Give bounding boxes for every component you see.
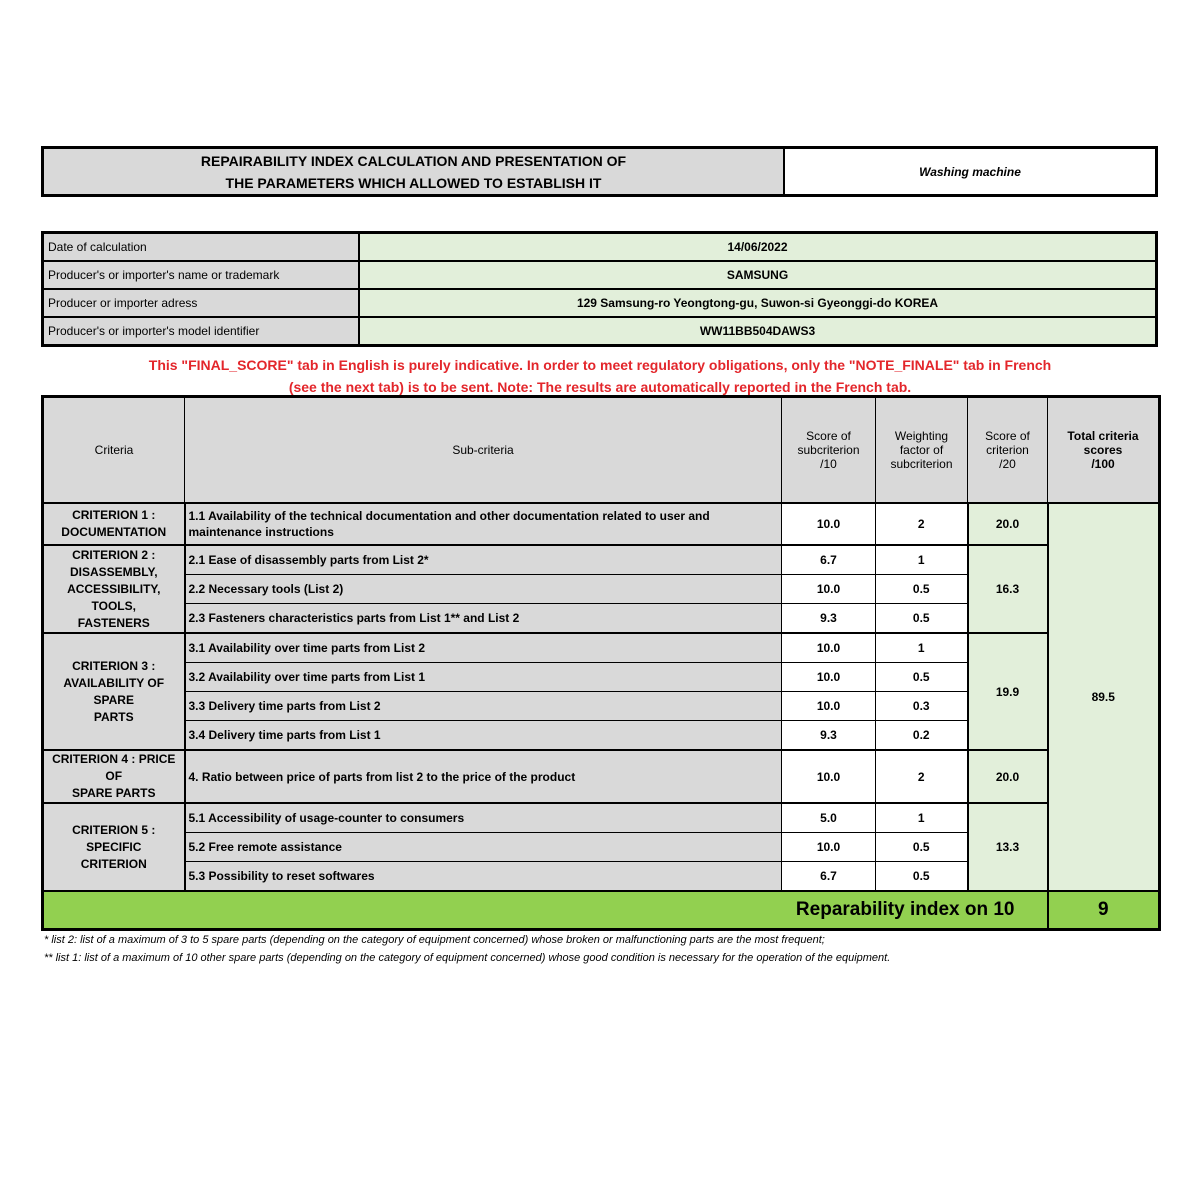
- subcriterion-label: 2.2 Necessary tools (List 2): [185, 575, 782, 604]
- subcriterion-weight: 2: [876, 503, 968, 545]
- info-row: [43, 317, 1157, 346]
- table-row: [43, 633, 1160, 663]
- subcriterion-label: 1.1 Availability of the technical documentation and other documentation related to user and maintenance instructions: [185, 503, 782, 545]
- subcriterion-weight: 0.5: [876, 575, 968, 604]
- table-row: [43, 750, 1160, 803]
- criteria-table: [41, 395, 1161, 931]
- table-row: [43, 503, 1160, 545]
- subcriterion-score: 10.0: [782, 663, 876, 692]
- subcriterion-score: 5.0: [782, 803, 876, 833]
- criterion-4-name: CRITERION 4 : PRICE OF SPARE PARTS: [43, 750, 185, 803]
- subcriterion-label: 4. Ratio between price of parts from list 2 to the price of the product: [185, 750, 782, 803]
- subcriterion-weight: 1: [876, 803, 968, 833]
- subcriterion-label: 5.1 Accessibility of usage-counter to consumers: [185, 803, 782, 833]
- subcriterion-score: 10.0: [782, 575, 876, 604]
- weighting-header: Weighting factor of subcriterion: [876, 397, 968, 504]
- total-score-header: Total criteria scores /100: [1048, 397, 1160, 504]
- subcriterion-weight: 0.5: [876, 604, 968, 634]
- criterion-5-name: CRITERION 5 : SPECIFIC CRITERION: [43, 803, 185, 891]
- info-row: [43, 289, 1157, 317]
- subcriterion-score: 10.0: [782, 503, 876, 545]
- subcriterion-label: 3.2 Availability over time parts from List 1: [185, 663, 782, 692]
- criterion-3-score: 19.9: [968, 633, 1048, 750]
- subcriterion-weight: 1: [876, 633, 968, 663]
- title-line-1: REPAIRABILITY INDEX CALCULATION AND PRESENTATION OF: [200, 152, 627, 169]
- subcriterion-label: 2.3 Fasteners characteristics parts from List 1** and List 2: [185, 604, 782, 634]
- title-line-2: THE PARAMETERS WHICH ALLOWED TO ESTABLISH IT: [225, 174, 602, 191]
- subcriterion-score: 9.3: [782, 604, 876, 634]
- subcriterion-weight: 0.2: [876, 721, 968, 751]
- subcriteria-header: Sub-criteria: [185, 397, 782, 504]
- subcriterion-score: 6.7: [782, 862, 876, 892]
- subcriterion-label: 3.3 Delivery time parts from List 2: [185, 692, 782, 721]
- title-block: [41, 146, 1158, 197]
- criterion-1-name: CRITERION 1 : DOCUMENTATION: [43, 503, 185, 545]
- subcriterion-weight: 0.5: [876, 862, 968, 892]
- table-row: [43, 545, 1160, 575]
- product-type: Washing machine: [919, 164, 1021, 179]
- criterion-2-score: 16.3: [968, 545, 1048, 633]
- info-value: WW11BB504DAWS3: [359, 317, 1157, 346]
- criterion-1-score: 20.0: [968, 503, 1048, 545]
- info-value: SAMSUNG: [359, 261, 1157, 289]
- warning-line-2: (see the next tab) is to be sent. Note: The results are automatically reported in the French tab.: [288, 379, 912, 395]
- table-row: [43, 803, 1160, 833]
- subcriterion-score-header: Score of subcriterion /10: [782, 397, 876, 504]
- subcriterion-label: 5.3 Possibility to reset softwares: [185, 862, 782, 892]
- info-label: Producer's or importer's name or trademark: [43, 261, 360, 289]
- subcriterion-weight: 0.5: [876, 663, 968, 692]
- criterion-3-name: CRITERION 3 : AVAILABILITY OF SPARE PARTS: [43, 633, 185, 750]
- total-criteria-score: 89.5: [1048, 503, 1160, 891]
- info-label: Producer or importer adress: [43, 289, 360, 317]
- criteria-header: Criteria: [43, 397, 185, 504]
- subcriterion-weight: 0.5: [876, 833, 968, 862]
- criterion-5-score: 13.3: [968, 803, 1048, 891]
- subcriterion-label: 3.4 Delivery time parts from List 1: [185, 721, 782, 751]
- producer-info-table: [41, 231, 1158, 347]
- header-row: [43, 397, 1160, 504]
- reparability-index-label: Reparability index on 10: [43, 891, 1048, 930]
- subcriterion-score: 10.0: [782, 750, 876, 803]
- info-row: [43, 233, 1157, 262]
- subcriterion-label: 5.2 Free remote assistance: [185, 833, 782, 862]
- warning-note: [60, 354, 1140, 398]
- subcriterion-label: 2.1 Ease of disassembly parts from List 2*: [185, 545, 782, 575]
- subcriterion-score: 10.0: [782, 833, 876, 862]
- subcriterion-label: 3.1 Availability over time parts from List 2: [185, 633, 782, 663]
- criterion-score-header: Score of criterion /20: [968, 397, 1048, 504]
- info-label: Date of calculation: [43, 233, 360, 262]
- subcriterion-score: 10.0: [782, 692, 876, 721]
- info-label: Producer's or importer's model identifier: [43, 317, 360, 346]
- footnote-list-2: * list 2: list of a maximum of 3 to 5 spare parts (depending on the category of equipment concerned) whose broken or malfunctioning parts are the most frequent;: [44, 934, 825, 946]
- subcriterion-score: 6.7: [782, 545, 876, 575]
- subcriterion-weight: 0.3: [876, 692, 968, 721]
- footnotes: [44, 931, 1154, 967]
- info-value: 129 Samsung-ro Yeongtong-gu, Suwon-si Gyeonggi-do KOREA: [359, 289, 1157, 317]
- subcriterion-score: 10.0: [782, 633, 876, 663]
- warning-line-1: This "FINAL_SCORE" tab in English is purely indicative. In order to meet regulatory obligations, only the "NOTE_FINALE" tab in French: [148, 357, 1052, 373]
- reparability-index-value: 9: [1048, 891, 1160, 930]
- criterion-2-name: CRITERION 2 : DISASSEMBLY, ACCESSIBILITY, TOOLS, FASTENERS: [43, 545, 185, 633]
- info-row: [43, 261, 1157, 289]
- subcriterion-weight: 1: [876, 545, 968, 575]
- document-title: [44, 149, 785, 194]
- subcriterion-score: 9.3: [782, 721, 876, 751]
- criterion-4-score: 20.0: [968, 750, 1048, 803]
- info-value: 14/06/2022: [359, 233, 1157, 262]
- final-row: [43, 891, 1160, 930]
- subcriterion-weight: 2: [876, 750, 968, 803]
- footnote-list-1: ** list 1: list of a maximum of 10 other spare parts (depending on the category of equipment concerned) whose good condition is necessary for the operation of the equipment.: [44, 952, 891, 964]
